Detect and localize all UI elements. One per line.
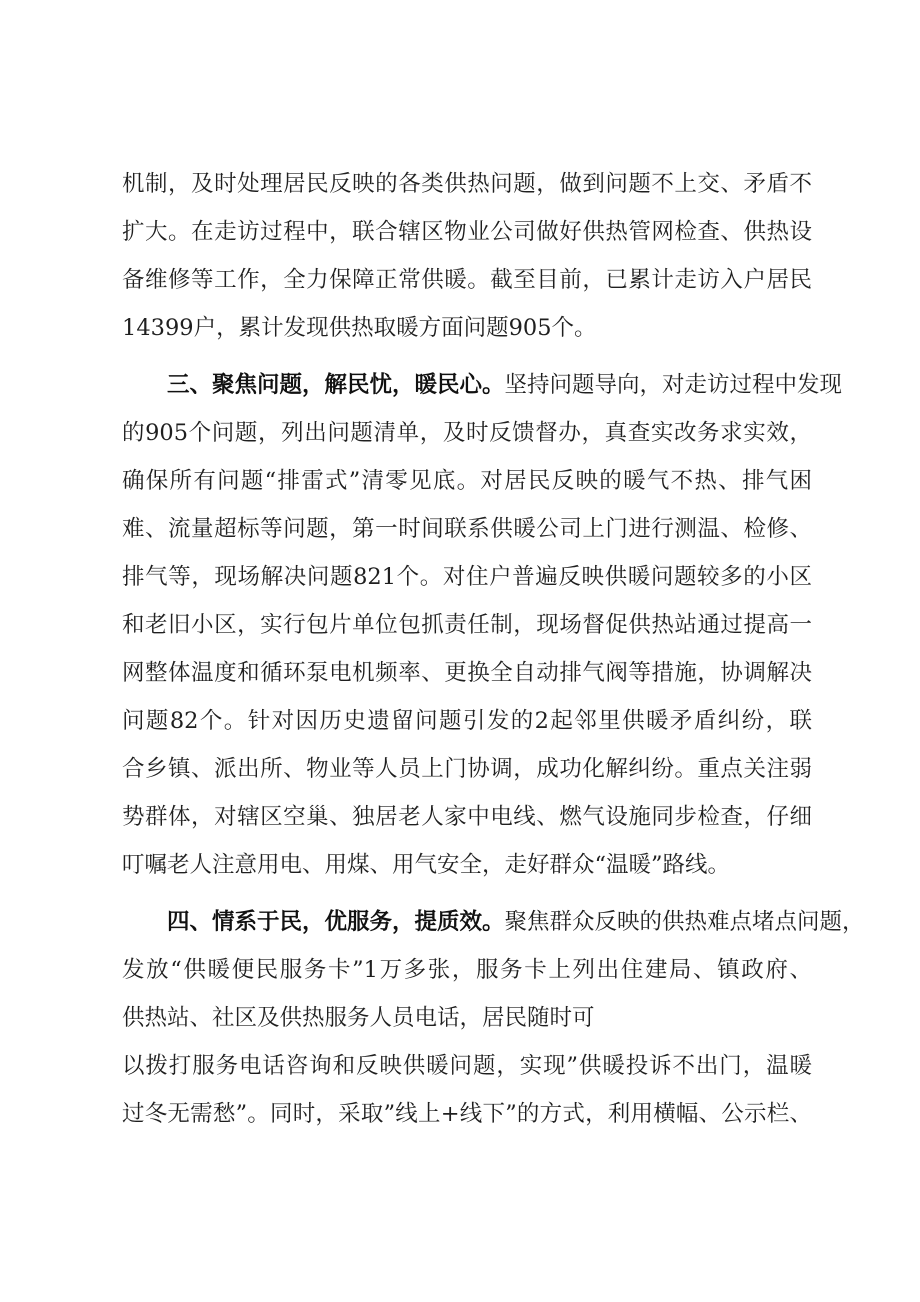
paragraph-line: 合乡镇、派出所、物业等人员上门协调，成功化解纠纷。重点关注弱 — [122, 756, 812, 782]
section3-heading: 三、聚焦问题，解民忧，暖民心。 — [167, 372, 505, 398]
paragraph-line: 的905个问题，列出问题清单，及时反馈督办，真查实改务求实效， — [122, 420, 812, 446]
paragraph-line: 发放“供暖便民服务卡”1万多张，服务卡上列出住建局、镇政府、 — [122, 957, 812, 983]
paragraph-line: 过冬无需愁”。同时，采取”线上+线下”的方式，利用横幅、公示栏、 — [122, 1101, 812, 1127]
section3-first-line — [122, 361, 843, 409]
paragraph-line: 和老旧小区，实行包片单位包抓责任制，现场督促供热站通过提高一 — [122, 612, 812, 638]
paragraph-line: 机制，及时处理居民反映的各类供热问题，做到问题不上交、矛盾不 — [122, 171, 812, 197]
paragraph-line: 问题82个。针对因历史遗留问题引发的2起邻里供暖矛盾纠纷，联 — [122, 708, 812, 734]
section4-first-line — [122, 898, 865, 946]
paragraph-line: 难、流量超标等问题，第一时间联系供暖公司上门进行测温、检修、 — [122, 516, 812, 542]
paragraph-line: 备维修等工作，全力保障正常供暖。截至目前，已累计走访入户居民 — [122, 267, 812, 293]
paragraph-line: 势群体，对辖区空巢、独居老人家中电线、燃气设施同步检查，仔细 — [122, 804, 812, 830]
paragraph-line: 供热站、社区及供热服务人员电话，居民随时可 — [122, 1005, 595, 1031]
paragraph-line: 网整体温度和循环泵电机频率、更换全自动排气阀等措施，协调解决 — [122, 660, 812, 686]
paragraph-line: 14399户，累计发现供热取暖方面问题905个。 — [122, 315, 597, 341]
section4-heading: 四、情系于民，优服务，提质效。 — [167, 909, 505, 935]
paragraph-line: 以拨打服务电话咨询和反映供暖问题，实现”供暖投诉不出门，温暖 — [122, 1053, 812, 1079]
paragraph-line: 确保所有问题“排雷式”清零见底。对居民反映的暖气不热、排气困 — [122, 468, 812, 494]
paragraph-line: 扩大。在走访过程中，联合辖区物业公司做好供热管网检查、供热设 — [122, 219, 812, 245]
paragraph-line: 排气等，现场解决问题821个。对住户普遍反映供暖问题较多的小区 — [122, 564, 812, 590]
section3-first-line-text: 坚持问题导向，对走访过程中发现 — [504, 372, 843, 398]
paragraph-line: 叮嘱老人注意用电、用煤、用气安全，走好群众“温暖”路线。 — [122, 852, 731, 878]
document-body — [122, 160, 865, 1138]
section4-first-line-text: 聚焦群众反映的供热难点堵点问题， — [504, 909, 865, 935]
